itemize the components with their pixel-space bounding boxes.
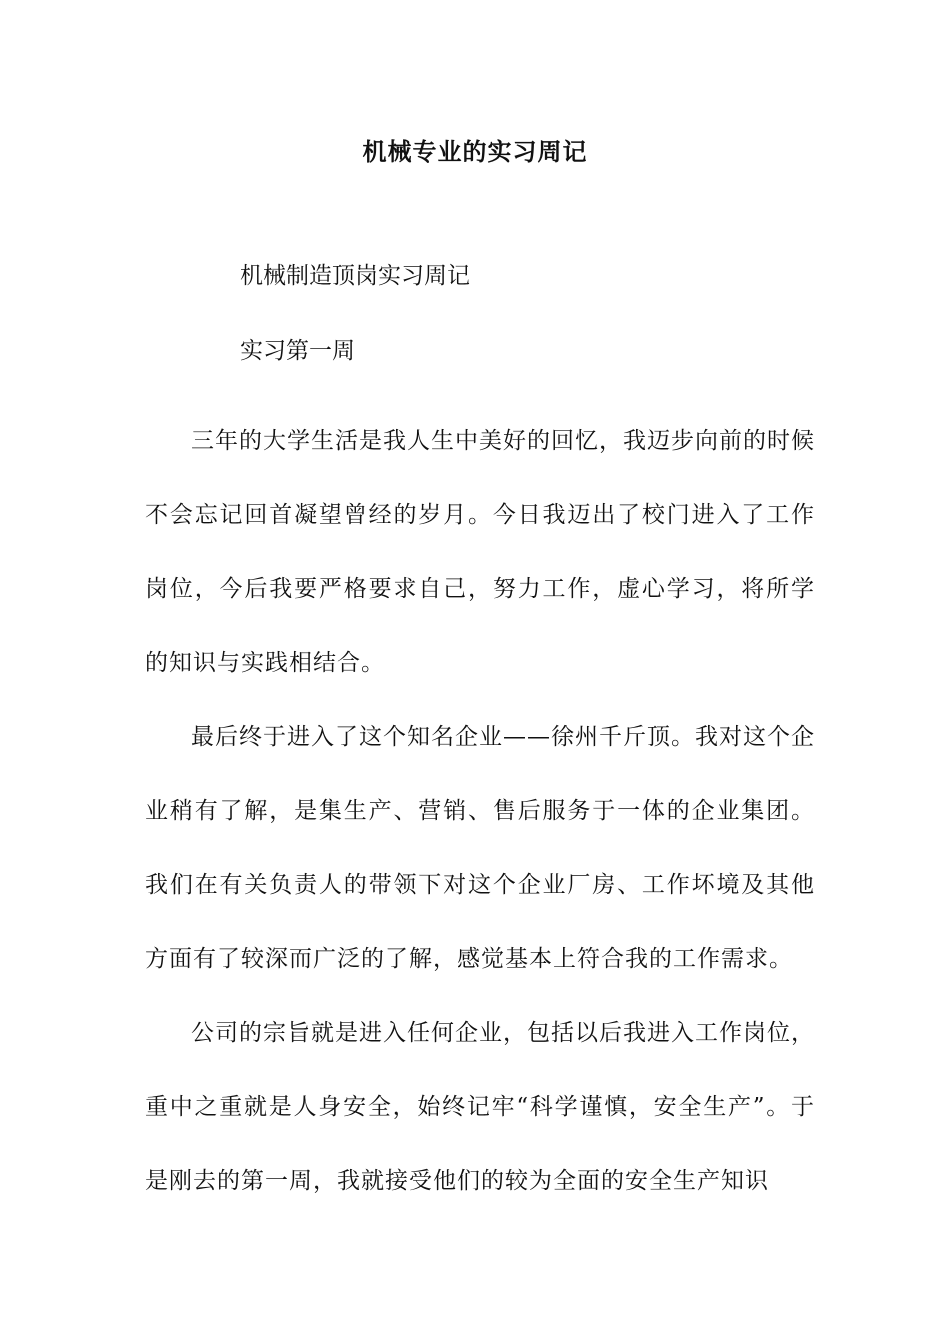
document-title: 机械专业的实习周记 [362, 137, 588, 166]
week-heading: 实习第一周 [240, 338, 355, 364]
paragraph-2: 最后终于进入了这个知名企业——徐州千斤顶。我对这个企业稍有了解，是集生产、营销、售后服务于一体的企业集团。我们在有关负责人的带领下对这个企业厂房、工作坏境及其他方面有了较深而广泛的了解，感觉基本上符合我的工作需求。 [145, 724, 815, 972]
document-body [145, 404, 815, 1218]
paragraph-3: 公司的宗旨就是进入任何企业，包括以后我进入工作岗位，重中之重就是人身安全，始终记牢“科学谨慎，安全生产”。于是刚去的第一周，我就接受他们的较为全面的安全生产知识 [145, 1020, 815, 1194]
document-subtitle: 机械制造顶岗实习周记 [240, 263, 470, 289]
paragraph-1: 三年的大学生活是我人生中美好的回忆，我迈步向前的时候不会忘记回首凝望曾经的岁月。今日我迈出了校门进入了工作岗位，今后我要严格要求自己，努力工作，虚心学习，将所学的知识与实践相结合。 [145, 428, 815, 676]
